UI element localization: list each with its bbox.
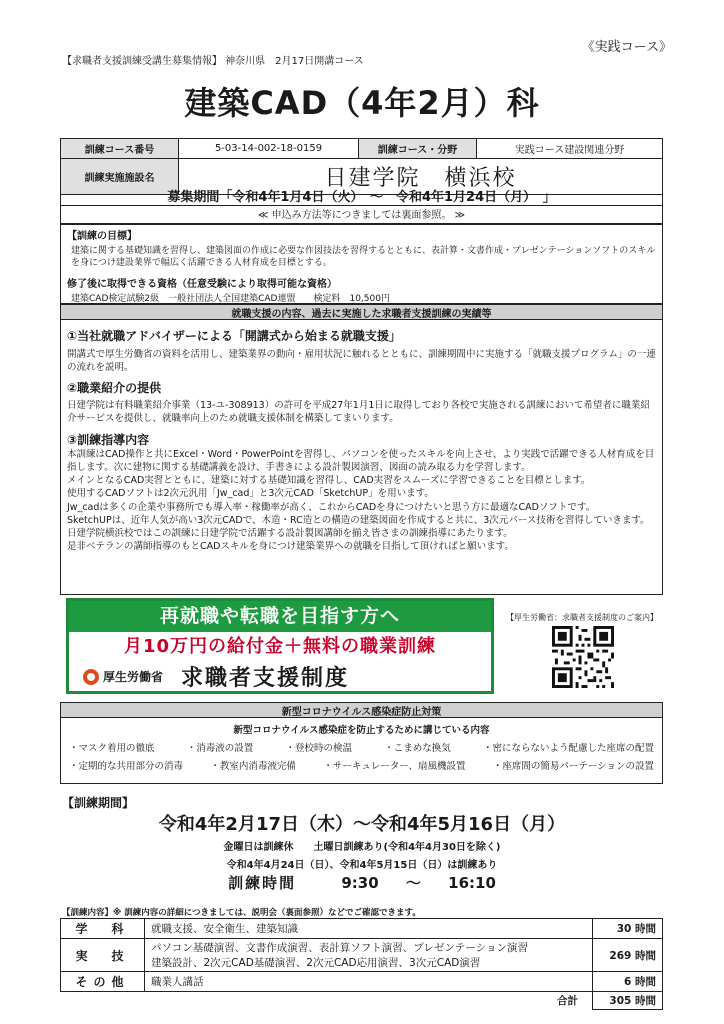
support-3-line: 本訓練はCAD操作と共にExcel・Word・PowerPointを習得し、パソコンを使ったスキルを向上させ、より実践で活躍できる人材育成を目指します。次に建物に関する基礎講義を設け、手書きによる設計製図演習、図面の読み取る力を学習します。 xyxy=(67,449,655,474)
support-heading: 就職支援の内容、過去に実施した求職者支援訓練の実績等 xyxy=(60,304,663,320)
corona-item: ・こまめな換気 xyxy=(384,743,451,755)
curriculum-category: 学 科 xyxy=(61,919,145,939)
corona-item: ・座席間の簡易パーテーションの設置 xyxy=(492,761,654,773)
table-row xyxy=(61,939,663,972)
corona-subheading: 新型コロナウイルス感染症を防止するために講じている内容 xyxy=(233,725,490,736)
corona-item: ・教室内消毒液完備 xyxy=(210,761,296,773)
header-line: 【求職者支援訓練受講生募集情報】 神奈川県 2月17日開講コース xyxy=(62,56,364,67)
qr-code-icon[interactable] xyxy=(552,626,614,688)
support-2-title: ②職業紹介の提供 xyxy=(67,380,162,395)
support-3-line: SketchUPは、近年人気が高い3次元CADで、木造・RC造との構造の建築図面を作成すると共に、3次元パース技術を習得していきます。 xyxy=(67,514,650,526)
support-3-line: Jw_cadは多くの企業や事務所でも導入率・稼働率が高く、これからCADを身につけたいと思う方に最適なCADソフトです。 xyxy=(67,501,596,513)
qualification-heading: 修了後に取得できる資格（任意受験により取得可能な資格） xyxy=(67,279,337,291)
support-system-name: 求職者支援制度 xyxy=(181,666,350,691)
support-body xyxy=(60,320,663,595)
goal-heading: 【訓練の目標】 xyxy=(67,231,137,242)
course-no-value: 5-03-14-002-18-0159 xyxy=(179,139,359,159)
corona-row-2 xyxy=(69,758,654,776)
school-label: 訓練実施施設名 xyxy=(61,159,179,195)
corona-item: ・マスク着用の徹底 xyxy=(69,743,155,755)
corona-item: ・定期的な共用部分の消毒 xyxy=(69,761,184,773)
support-1-text: 開講式で厚生労働省の資料を活用し、建築業界の動向・雇用状況に触れるとともに、訓練期間中に実施する「就職支援プログラム」の一連の流れを説明。 xyxy=(67,348,656,373)
recruit-period: 募集期間「令和4年1月4日（火） ～ 令和4年1月24日（月） 」 xyxy=(60,186,663,206)
support-3-text xyxy=(67,448,656,553)
goal-section xyxy=(60,224,663,304)
training-hours-label: 訓練時間 xyxy=(228,874,297,892)
field-value: 実践コース建設関連分野 xyxy=(477,139,663,159)
ministry-name: 厚生労働省 xyxy=(103,670,164,684)
support-2-text: 日建学院は有料職業紹介事業（13-ユ-308913）の許可を平成27年1月1日に取得しており各校で実施される訓練において希望者に職業紹介サービスを提供し、就職率向上のため就職支援体制を構築してまいります。 xyxy=(67,400,650,425)
table-row xyxy=(61,919,663,939)
job-seeker-support-banner xyxy=(66,598,494,694)
total-label: 合計 xyxy=(145,992,593,1010)
school-value: 日建学院 横浜校 xyxy=(179,159,663,195)
curriculum-category: その他 xyxy=(61,972,145,992)
curriculum-category: 実 技 xyxy=(61,939,145,972)
banner-bottom xyxy=(69,662,491,691)
curriculum-hours: 269 時間 xyxy=(593,939,663,972)
curriculum-note: 【訓練内容】※ 訓練内容の詳細につきましては、説明会（裏面参照）などでご確認できます。 xyxy=(62,908,421,918)
curriculum-table xyxy=(60,918,663,1010)
training-note-2: 令和4年4月24日（日）、令和4年5月15日（日）は訓練あり xyxy=(226,860,498,871)
corona-heading: 新型コロナウイルス感染症防止対策 xyxy=(60,702,663,718)
banner-line2: 月10万円の給付金＋無料の職業訓練 xyxy=(123,636,437,657)
corona-item: ・登校時の検温 xyxy=(285,743,352,755)
curriculum-content-line: パソコン基礎演習、文書作成演習、表計算ソフト演習、プレゼンテーション演習 xyxy=(151,942,528,954)
curriculum-content-line: 建築設計、2次元CAD基礎演習、2次元CAD応用演習、3次元CAD演習 xyxy=(151,957,481,969)
support-3-line: 是非ベテランの講師指導のもとCADスキルを身につけ建築業界への就職を目指して頂ければと願います。 xyxy=(67,540,514,552)
training-time-separator: ～ xyxy=(405,874,421,892)
corona-item: ・密にならないよう配慮した座席の配置 xyxy=(482,743,654,755)
curriculum-hours: 6 時間 xyxy=(593,972,663,992)
table-row xyxy=(61,992,663,1010)
support-1-title: ①当社就職アドバイザーによる「開講式から始まる就職支援」 xyxy=(67,329,401,343)
corona-item: ・消毒液の設置 xyxy=(186,743,254,755)
course-type-label: 《実践コース》 xyxy=(581,40,672,55)
curriculum-content: 職業人講話 xyxy=(145,972,593,992)
page-title: 建築CAD（4年2月）科 xyxy=(184,84,540,122)
corona-body xyxy=(60,718,663,784)
qualification-text: 建築CAD検定試験2級 一般社団法人全国建築CAD連盟 検定料 10,500円 xyxy=(71,294,390,305)
apply-note: ≪ 申込み方法等につきましては裏面参照。 ≫ xyxy=(60,206,663,224)
course-no-label: 訓練コース番号 xyxy=(61,139,179,159)
corona-row-1 xyxy=(69,740,654,758)
curriculum-hours: 30 時間 xyxy=(593,919,663,939)
curriculum-content xyxy=(145,939,593,972)
support-3-line: メインとなるCAD実習とともに、建築に対する基礎知識を習得し、CAD実習をスムーズに学習できることを目標とします。 xyxy=(67,475,591,487)
field-label: 訓練コース・分野 xyxy=(359,139,477,159)
training-end-time: 16:10 xyxy=(448,874,496,892)
support-3-line: 日建学院横浜校ではこの訓練に日建学院で活躍する設計製図講師を揃え皆さまの訓練指導にあたります。 xyxy=(67,527,513,539)
support-3-line: 使用するCADソフトは2次元汎用「Jw_cad」と3次元CAD「SketchUP」を用います。 xyxy=(67,488,434,500)
corona-item: ・サーキュレーター、扇風機設置 xyxy=(323,761,466,773)
total-hours: 305 時間 xyxy=(593,992,663,1010)
banner-line1: 再就職や転職を目指す方へ xyxy=(69,601,491,632)
ministry-logo-icon xyxy=(83,669,99,685)
training-hours xyxy=(0,872,724,893)
table-row xyxy=(61,972,663,992)
goal-text: 建築に関する基礎知識を習得し、建築図面の作成に必要な作図技法を習得するとともに、表計算・文書作成・プレゼンテーションソフトのスキルを身につけ建設業界で幅広く活躍できる人材育成を目標とする。 xyxy=(71,246,656,269)
qr-label: 【厚生労働省：求職者支援制度のご案内】 xyxy=(506,613,658,622)
training-start-time: 9:30 xyxy=(341,874,379,892)
training-period-label: 【訓練期間】 xyxy=(62,796,135,810)
support-3-title: ③訓練指導内容 xyxy=(67,432,150,447)
curriculum-content: 就職支援、安全衛生、建築知識 xyxy=(145,919,593,939)
training-note-1: 金曜日は訓練休 土曜日訓練あり(令和4年4月30日を除く) xyxy=(223,842,501,853)
training-period-dates: 令和4年2月17日（木）～令和4年5月16日（月） xyxy=(158,814,566,835)
